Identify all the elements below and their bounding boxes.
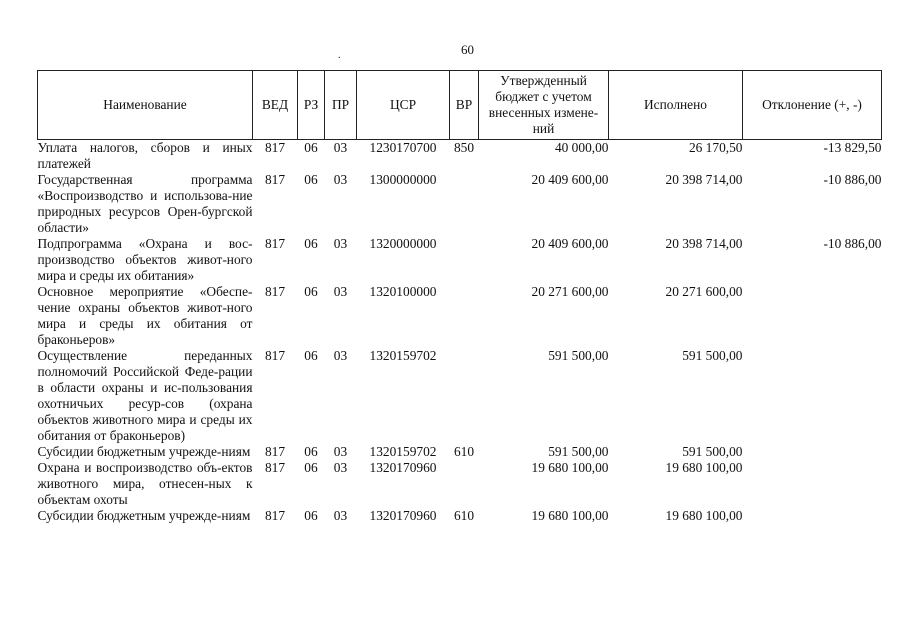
row-rz: 06	[304, 140, 318, 155]
row-csr: 1230170700	[369, 140, 437, 155]
row-deviation: -10 886,00	[823, 236, 882, 251]
table-row	[38, 172, 882, 236]
row-executed: 20 398 714,00	[665, 172, 743, 187]
header-ved: ВЕД	[253, 71, 298, 140]
page-number: 60	[461, 42, 474, 57]
row-pr: 03	[333, 284, 348, 299]
row-budget: 20 409 600,00	[531, 236, 609, 251]
row-ved: 817	[264, 460, 286, 475]
row-deviation	[743, 348, 882, 444]
row-csr: 1320170960	[369, 508, 437, 523]
row-deviation: -10 886,00	[823, 172, 882, 187]
row-pr: 03	[333, 508, 348, 523]
row-deviation	[743, 460, 882, 508]
row-vr	[450, 460, 479, 508]
header-vr: ВР	[450, 71, 479, 140]
header-budget: Утвержденный бюджет с учетом внесенных измене-ний	[479, 71, 609, 140]
row-ved: 817	[264, 348, 286, 363]
row-deviation	[743, 444, 882, 460]
row-name: Уплата налогов, сборов и иных платежей	[37, 140, 253, 171]
row-name: Охрана и воспроизводство объ-ектов животного мира, отнесен-ных к объектам охоты	[37, 460, 253, 507]
row-executed: 19 680 100,00	[665, 508, 743, 523]
table-row	[38, 284, 882, 348]
row-rz: 06	[304, 508, 318, 523]
row-executed: 26 170,50	[688, 140, 743, 155]
row-budget: 20 409 600,00	[531, 172, 609, 187]
row-rz: 06	[304, 172, 318, 187]
row-ved: 817	[264, 236, 286, 251]
table-row	[38, 348, 882, 444]
table-row	[38, 444, 882, 460]
row-deviation	[743, 284, 882, 348]
row-pr: 03	[333, 444, 348, 459]
header-deviation: Отклонение (+, -)	[743, 71, 882, 140]
header-name: Наименование	[38, 71, 253, 140]
row-budget: 40 000,00	[554, 140, 609, 155]
row-deviation	[743, 508, 882, 524]
row-rz: 06	[304, 236, 318, 251]
header-executed: Исполнено	[609, 71, 743, 140]
row-executed: 591 500,00	[682, 444, 743, 459]
row-budget: 19 680 100,00	[531, 508, 609, 523]
row-vr	[450, 284, 479, 348]
row-csr: 1320159702	[369, 348, 437, 363]
row-executed: 20 398 714,00	[665, 236, 743, 251]
table-body	[38, 140, 882, 525]
row-vr: 610	[453, 508, 475, 523]
row-vr	[450, 348, 479, 444]
table-row	[38, 236, 882, 284]
page-mark: .	[338, 50, 341, 61]
row-budget: 591 500,00	[548, 348, 609, 363]
row-pr: 03	[333, 460, 348, 475]
row-name: Государственная программа «Воспроизводство и использова-ние природных ресурсов Орен-бургской области»	[37, 172, 253, 235]
row-csr: 1300000000	[369, 172, 437, 187]
budget-table	[37, 70, 882, 524]
row-csr: 1320159702	[369, 444, 437, 459]
row-ved: 817	[264, 508, 286, 523]
table-header	[38, 71, 882, 140]
row-pr: 03	[333, 348, 348, 363]
row-vr: 850	[453, 140, 475, 155]
row-executed: 591 500,00	[682, 348, 743, 363]
header-rz: РЗ	[298, 71, 325, 140]
row-rz: 06	[304, 444, 318, 459]
row-budget: 591 500,00	[548, 444, 609, 459]
row-budget: 20 271 600,00	[531, 284, 609, 299]
row-rz: 06	[304, 284, 318, 299]
table-row	[38, 508, 882, 524]
row-pr: 03	[333, 172, 348, 187]
row-csr: 1320100000	[369, 284, 437, 299]
row-ved: 817	[264, 172, 286, 187]
row-csr: 1320170960	[369, 460, 437, 475]
row-executed: 19 680 100,00	[665, 460, 743, 475]
row-name: Подпрограмма «Охрана и вос-производство объектов живот-ного мира и среды их обитания»	[37, 236, 253, 283]
header-pr: ПР	[325, 71, 357, 140]
row-pr: 03	[333, 140, 348, 155]
row-name: Субсидии бюджетным учрежде-ниям	[37, 444, 251, 459]
table-row	[38, 460, 882, 508]
header-csr: ЦСР	[357, 71, 450, 140]
row-name: Осуществление переданных полномочий Российской Феде-рации в области охраны и ис-пользования охотничьих ресур-сов (охрана объектов животного мира и среды их обитания от браконьеров)	[37, 348, 253, 443]
row-vr: 610	[453, 444, 475, 459]
row-budget: 19 680 100,00	[531, 460, 609, 475]
row-ved: 817	[264, 140, 286, 155]
row-executed: 20 271 600,00	[665, 284, 743, 299]
row-csr: 1320000000	[369, 236, 437, 251]
row-rz: 06	[304, 348, 318, 363]
row-ved: 817	[264, 284, 286, 299]
row-deviation: -13 829,50	[823, 140, 882, 155]
row-vr	[450, 236, 479, 284]
row-rz: 06	[304, 460, 318, 475]
table-row	[38, 140, 882, 173]
row-ved: 817	[264, 444, 286, 459]
row-pr: 03	[333, 236, 348, 251]
row-name: Субсидии бюджетным учрежде-ниям	[37, 508, 251, 523]
row-vr	[450, 172, 479, 236]
row-name: Основное мероприятие «Обеспе-чение охраны объектов живот-ного мира и среды их обитания от браконьеров»	[37, 284, 253, 347]
